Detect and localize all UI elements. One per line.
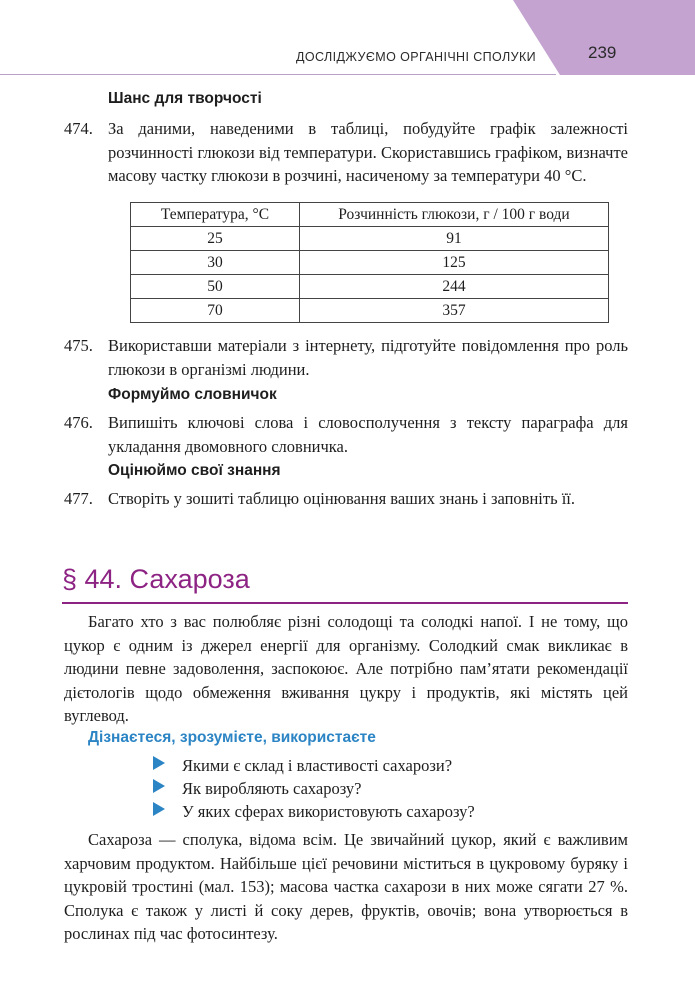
- learn-heading: Дізнаєтеся, зрозумієте, використаєте: [88, 729, 376, 746]
- task-477: [64, 487, 628, 511]
- question-item: [153, 756, 452, 776]
- task-474: [64, 117, 628, 188]
- question-text: У яких сферах використовують сахарозу?: [182, 802, 475, 821]
- table-cell: 244: [300, 275, 609, 299]
- triangle-bullet-icon: [153, 779, 165, 793]
- table-header-cell: Температура, °С: [131, 203, 300, 227]
- table-row: [131, 251, 609, 275]
- question-item: [153, 802, 475, 822]
- dictionary-heading: Формуймо словничок: [108, 386, 277, 403]
- question-item: [153, 779, 362, 799]
- triangle-bullet-icon: [153, 756, 165, 770]
- task-text: Використавши матеріали з інтернету, підготуйте повідомлення про роль глюкози в організмі людини.: [108, 336, 628, 379]
- running-head: ДОСЛІДЖУЄМО ОРГАНІЧНІ СПОЛУКИ: [296, 50, 537, 64]
- section-title: § 44. Сахароза: [62, 564, 250, 594]
- table-row: [131, 227, 609, 251]
- table-cell: 70: [131, 299, 300, 323]
- table-cell: 30: [131, 251, 300, 275]
- solubility-table: [130, 202, 609, 323]
- intro-paragraph: Багато хто з вас полюбляє різні солодощі та солодкі напої. І не тому, що цукор є одним із джерел енергії для організму. Солодкий смак викликає в людини певне задоволення, заспокоює. Але потрібно пам’ятати рекомендації дієтологів щодо обмеження вживання цукру і продуктів, які містять цей вуглевод.: [64, 612, 628, 725]
- table-row: [131, 275, 609, 299]
- task-number: 476.: [64, 413, 93, 432]
- table-header-cell: Розчинність глюкози, г / 100 г води: [300, 203, 609, 227]
- assessment-heading: Оцінюймо свої знання: [108, 462, 281, 479]
- task-number: 477.: [64, 489, 93, 508]
- task-number: 474.: [64, 119, 93, 138]
- triangle-bullet-icon: [153, 802, 165, 816]
- table-cell: 91: [300, 227, 609, 251]
- table-cell: 50: [131, 275, 300, 299]
- header-rule: [0, 74, 556, 75]
- page-corner-tab: [513, 0, 695, 75]
- table-cell: 357: [300, 299, 609, 323]
- table-row: [131, 299, 609, 323]
- task-476: [64, 411, 628, 458]
- table-cell: 125: [300, 251, 609, 275]
- table-cell: 25: [131, 227, 300, 251]
- task-text: Випишіть ключові слова і словосполучення з тексту параграфа для укладання двомовного словничка.: [108, 413, 628, 456]
- question-text: Якими є склад і властивості сахарози?: [182, 756, 453, 775]
- question-text: Як виробляють сахарозу?: [182, 779, 362, 798]
- task-number: 475.: [64, 336, 93, 355]
- task-text: За даними, наведеними в таблиці, побудуйте графік залежності розчинності глюкози від температури. Скориставшись графіком, визначте масову частку глюкози в розчині, насиченому за температури 40 °С.: [108, 119, 628, 185]
- body-paragraph: Сахароза — сполука, відома всім. Це звичайний цукор, який є важливим харчовим продуктом. Найбільше цієї речовини міститься в цукровому буряку і цукровій тростині (мал. 153); масова частка сахарози в них може сягати 27 %. Сполука є також у листі й соку дерев, фруктів, овочів; вона утворюється в рослинах під час фотосинтезу.: [64, 830, 628, 943]
- task-text: Створіть у зошиті таблицю оцінювання ваших знань і заповніть її.: [108, 489, 576, 508]
- section-rule: [62, 602, 628, 604]
- creativity-heading: Шанс для творчості: [108, 90, 262, 107]
- table-header-row: [131, 203, 609, 227]
- page-number: 239: [588, 43, 617, 62]
- task-475: [64, 334, 628, 381]
